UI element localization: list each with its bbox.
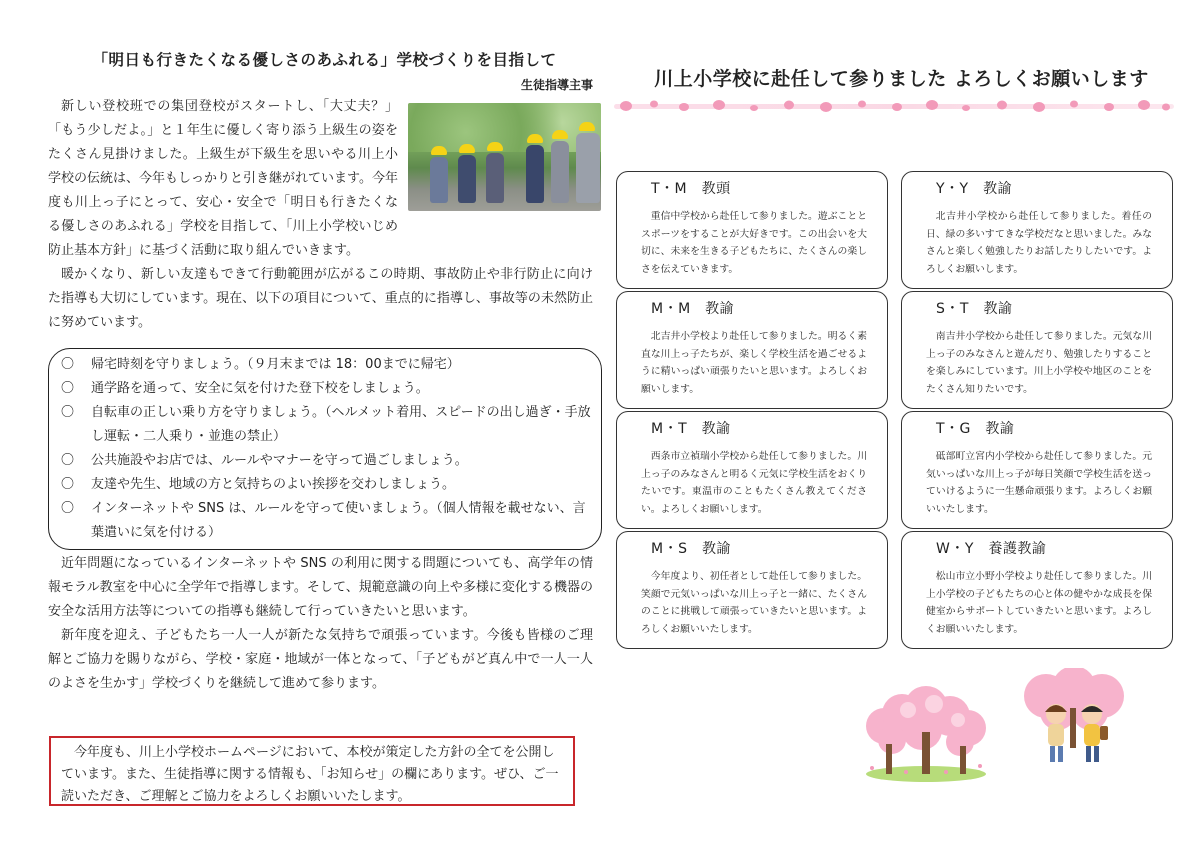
staff-card bbox=[616, 411, 888, 529]
staff-card bbox=[901, 411, 1173, 529]
intro-paragraph: 新しい登校班での集団登校がスタートし、「大丈夫？」「もう少しだよ。」と１年生に優しく寄り添う上級生の姿をたくさん見掛けました。上級生が下級生を思いやる川上小学校の伝統は、今年もしっかりと引き継がれています。今年度も川上っ子にとって、安心・安全で「明日も行きたくなる優しさのあふれる」学校を目指して、「川上小学校いじめ防止基本方針」に基づく活動に取り組んでいきます。 bbox=[48, 99, 398, 258]
staff-card bbox=[901, 171, 1173, 289]
staff-card bbox=[616, 291, 888, 409]
staff-message: 松山市立小野小学校より赴任して参りました。川上小学校の子どもたちの心と体の健やかな成長を保健室からサポートしていきたいと思います。よろしくお願いいたします。 bbox=[926, 571, 1152, 635]
rule-item: 〇 公共施設やお店では、ルールやマナーを守って過ごしましょう。 bbox=[61, 449, 591, 473]
intro-section bbox=[48, 95, 593, 263]
cherry-trees-illustration bbox=[862, 686, 990, 782]
rule-item: 〇 自転車の正しい乗り方を守りましょう。（ヘルメット着用、スピードの出し過ぎ・手放し運転・二人乗り・並進の禁止） bbox=[61, 401, 591, 449]
paragraph-new-year: 新年度を迎え、子どもたち一人一人が新たな気持ちで頑張っています。今後も皆様のご理解とご協力を賜りながら、学校・家庭・地域が一体となって、「子どもがど真ん中で一人一人のよさを生かす」学校づくりを継続して進めて参ります。 bbox=[48, 628, 593, 691]
staff-card bbox=[616, 171, 888, 289]
circle-bullet-icon: 〇 bbox=[61, 501, 75, 516]
rules-list bbox=[48, 348, 602, 550]
rule-item: 〇 インターネットや SNS は、ルールを守って使いましょう。（個人情報を載せない、言葉遣いに気を付ける） bbox=[61, 497, 591, 545]
homepage-notice-box: 今年度も、川上小学校ホームページにおいて、本校が策定した方針の全てを公開しています。また、生徒指導に関する情報も、「お知らせ」の欄にあります。ぜひ、ご一読いただき、ご理解とご協力をよろしくお願いいたします。 bbox=[49, 736, 575, 806]
article-byline: 生徒指導主事 bbox=[520, 78, 593, 92]
circle-bullet-icon: 〇 bbox=[61, 405, 75, 420]
staff-name: T・G 教諭 bbox=[936, 421, 1015, 437]
rule-item: 〇 通学路を通って、安全に気を付けた登下校をしましょう。 bbox=[61, 377, 591, 401]
staff-card bbox=[901, 531, 1173, 649]
staff-name: M・T 教諭 bbox=[651, 421, 731, 437]
staff-name: M・S 教諭 bbox=[651, 541, 731, 557]
cherry-petal-border bbox=[614, 97, 1174, 115]
staff-card bbox=[616, 531, 888, 649]
staff-name: T・M 教頭 bbox=[651, 181, 731, 197]
staff-message: 西条市立禎瑞小学校から赴任して参りました。川上っ子のみなさんと明るく元気に学校生活をおくりたいです。東温市のこともたくさん教えてください。よろしくお願いします。 bbox=[641, 451, 867, 515]
staff-name: Y・Y 教諭 bbox=[936, 181, 1013, 197]
article-title: 「明日も行きたくなる優しさのあふれる」学校づくりを目指して bbox=[92, 51, 557, 69]
new-staff-title: 川上小学校に赴任して参りました よろしくお願いします bbox=[654, 68, 1149, 90]
circle-bullet-icon: 〇 bbox=[61, 477, 75, 492]
circle-bullet-icon: 〇 bbox=[61, 453, 75, 468]
paragraph-internet: 近年問題になっているインターネットや SNS の利用に関する問題についても、高学年の情報モラル教室を中心に全学年で指導します。そして、規範意識の向上や多様に変化する機器の安全な活用方法等についての指導も継続して行っていきたいと思います。 bbox=[48, 556, 593, 619]
staff-message: 北吉井小学校より赴任して参りました。明るく素直な川上っ子たちが、楽しく学校生活を過ごせるように精いっぱい頑張りたいと思います。よろしくお願いします。 bbox=[641, 331, 867, 395]
staff-message: 北吉井小学校から赴任して参りました。着任の日、緑の多いすてきな学校だなと思いました。みなさんと楽しく勉強したりお話したりしたいです。よろしくお願いします。 bbox=[926, 211, 1152, 275]
staff-card bbox=[901, 291, 1173, 409]
staff-message: 重信中学校から赴任して参りました。遊ぶこととスポーツをすることが大好きです。この出会いを大切に、未来を生きる子どもたちに、たくさんの楽しさを伝えていきます。 bbox=[641, 211, 867, 275]
staff-message: 砥部町立宮内小学校から赴任して参りました。元気いっぱいな川上っ子が毎日笑顔で学校生活を送っていけるように一生懸命頑張ります。よろしくお願いいたします。 bbox=[926, 451, 1152, 515]
left-column bbox=[48, 48, 593, 696]
rule-item: 〇 帰宅時刻を守りましょう。（９月末までは 18：00までに帰宅） bbox=[61, 353, 591, 377]
staff-name: W・Y 養護教諭 bbox=[936, 541, 1047, 557]
staff-name: M・M 教諭 bbox=[651, 301, 735, 317]
staff-name: S・T 教諭 bbox=[936, 301, 1013, 317]
staff-message: 南吉井小学校から赴任して参りました。元気な川上っ子のみなさんと遊んだり、勉強したりすることを楽しみにしています。川上小学校や地区のことをたくさん知りたいです。 bbox=[926, 331, 1152, 395]
paragraph-safety: 暖かくなり、新しい友達もできて行動範囲が広がるこの時期、事故防止や非行防止に向けた指導も大切にしています。現在、以下の項目について、重点的に指導し、事故等の未然防止に努めています。 bbox=[48, 267, 593, 330]
children-walking-illustration bbox=[1018, 668, 1128, 776]
staff-message: 今年度より、初任者として赴任して参りました。笑顔で元気いっぱいな川上っ子と一緒に、たくさんのことに挑戦して頑張っていきたいと思います。よろしくお願いいたします。 bbox=[641, 571, 867, 635]
students-walking-photo bbox=[408, 103, 601, 211]
rule-item: 〇 友達や先生、地域の方と気持ちのよい挨拶を交わしましょう。 bbox=[61, 473, 591, 497]
circle-bullet-icon: 〇 bbox=[61, 381, 75, 396]
circle-bullet-icon: 〇 bbox=[61, 357, 75, 372]
